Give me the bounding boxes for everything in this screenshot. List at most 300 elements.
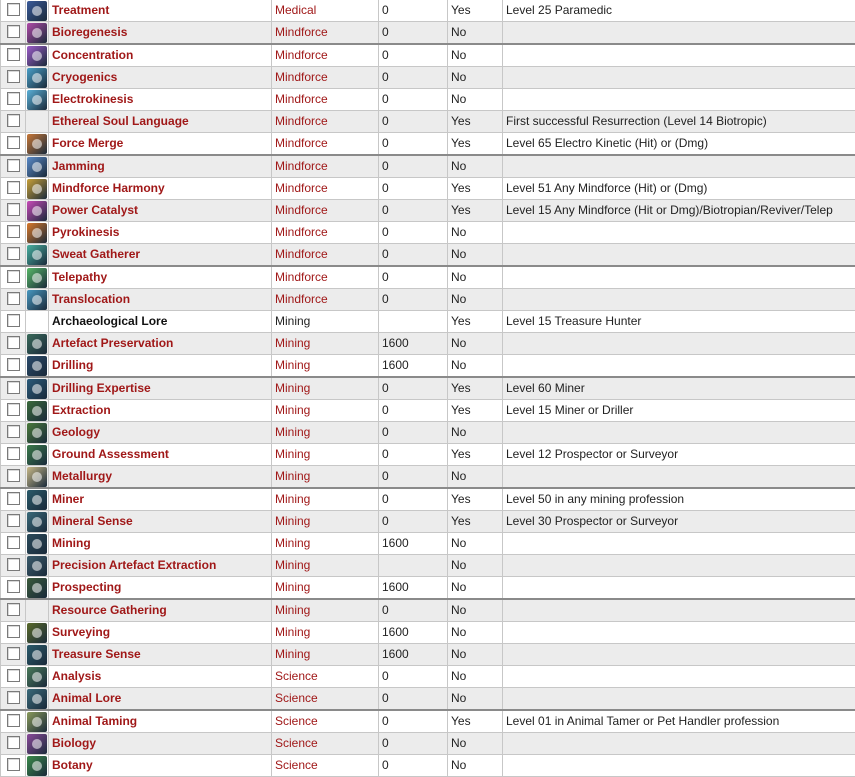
skill-name-cell[interactable] bbox=[49, 22, 272, 45]
select-checkbox[interactable] bbox=[7, 736, 20, 749]
select-cell bbox=[1, 244, 26, 267]
transferable-cell bbox=[448, 599, 503, 622]
mining-precision-extraction-icon bbox=[27, 556, 47, 576]
skill-points: 0 bbox=[382, 159, 389, 173]
requirement-cell bbox=[503, 289, 855, 311]
category-cell bbox=[272, 644, 379, 666]
skill-name-link[interactable]: Force Merge bbox=[52, 136, 123, 150]
select-checkbox[interactable] bbox=[7, 691, 20, 704]
skill-name-cell[interactable] bbox=[49, 89, 272, 111]
skill-name-link[interactable]: Pyrokinesis bbox=[52, 225, 119, 239]
select-checkbox[interactable] bbox=[7, 580, 20, 593]
select-checkbox[interactable] bbox=[7, 758, 20, 771]
points-cell bbox=[379, 377, 448, 400]
skill-row bbox=[1, 444, 855, 466]
skill-category: Mindforce bbox=[275, 292, 328, 306]
skill-name-link[interactable]: Mineral Sense bbox=[52, 514, 133, 528]
skill-transferable: Yes bbox=[451, 381, 471, 395]
skill-name-cell[interactable] bbox=[49, 710, 272, 733]
mindforce-power-catalyst-icon bbox=[27, 201, 47, 221]
skill-name-link[interactable]: Ethereal Soul Language bbox=[52, 114, 189, 128]
requirement-cell bbox=[503, 333, 855, 355]
skill-category: Mining bbox=[275, 358, 310, 372]
select-checkbox[interactable] bbox=[7, 714, 20, 727]
select-cell bbox=[1, 44, 26, 67]
skill-name-cell[interactable] bbox=[49, 200, 272, 222]
select-cell bbox=[1, 67, 26, 89]
skill-name-link[interactable]: Mindforce Harmony bbox=[52, 181, 165, 195]
skill-points: 0 bbox=[382, 247, 389, 261]
skill-row bbox=[1, 422, 855, 444]
select-cell bbox=[1, 599, 26, 622]
skill-category: Mindforce bbox=[275, 270, 328, 284]
select-checkbox[interactable] bbox=[7, 48, 20, 61]
select-checkbox[interactable] bbox=[7, 358, 20, 371]
skill-name-cell[interactable] bbox=[49, 444, 272, 466]
requirement-cell bbox=[503, 444, 855, 466]
select-checkbox[interactable] bbox=[7, 314, 20, 327]
mining-drilling-expertise-icon bbox=[27, 379, 47, 399]
skill-category: Mining bbox=[275, 514, 310, 528]
points-cell bbox=[379, 422, 448, 444]
skill-name-cell[interactable] bbox=[49, 222, 272, 244]
points-cell bbox=[379, 22, 448, 45]
skill-transferable: No bbox=[451, 358, 466, 372]
icon-cell bbox=[26, 511, 49, 533]
skill-name-cell[interactable] bbox=[49, 178, 272, 200]
select-checkbox[interactable] bbox=[7, 514, 20, 527]
skill-name-link[interactable]: Surveying bbox=[52, 625, 110, 639]
select-checkbox[interactable] bbox=[7, 203, 20, 216]
icon-cell bbox=[26, 533, 49, 555]
skill-row bbox=[1, 111, 855, 133]
category-cell bbox=[272, 178, 379, 200]
select-checkbox[interactable] bbox=[7, 469, 20, 482]
select-checkbox[interactable] bbox=[7, 558, 20, 571]
requirement-cell bbox=[503, 422, 855, 444]
transferable-cell bbox=[448, 733, 503, 755]
skill-points: 0 bbox=[382, 425, 389, 439]
select-cell bbox=[1, 444, 26, 466]
category-cell bbox=[272, 488, 379, 511]
transferable-cell bbox=[448, 222, 503, 244]
requirement-cell bbox=[503, 222, 855, 244]
icon-cell bbox=[26, 555, 49, 577]
skill-name-cell[interactable] bbox=[49, 533, 272, 555]
skill-name-cell[interactable] bbox=[49, 488, 272, 511]
skill-name-cell[interactable] bbox=[49, 289, 272, 311]
skill-row bbox=[1, 622, 855, 644]
skill-transferable: No bbox=[451, 625, 466, 639]
mining-mining-icon bbox=[27, 534, 47, 554]
points-cell bbox=[379, 289, 448, 311]
points-cell bbox=[379, 355, 448, 378]
points-cell bbox=[379, 555, 448, 577]
skill-name-link[interactable]: Biology bbox=[52, 736, 96, 750]
select-checkbox[interactable] bbox=[7, 114, 20, 127]
skill-requirement: Level 12 Prospector or Surveyor bbox=[506, 447, 678, 461]
requirement-cell bbox=[503, 622, 855, 644]
icon-cell bbox=[26, 666, 49, 688]
skill-name-cell[interactable] bbox=[49, 599, 272, 622]
skill-name-link[interactable]: Prospecting bbox=[52, 580, 121, 594]
skill-row bbox=[1, 755, 855, 777]
skill-row bbox=[1, 688, 855, 711]
select-checkbox[interactable] bbox=[7, 536, 20, 549]
skill-requirement: Level 15 Miner or Driller bbox=[506, 403, 633, 417]
transferable-cell bbox=[448, 422, 503, 444]
icon-cell bbox=[26, 599, 49, 622]
skill-row bbox=[1, 488, 855, 511]
skill-name-link[interactable]: Treasure Sense bbox=[52, 647, 141, 661]
skill-points: 1600 bbox=[382, 647, 409, 661]
skill-name-cell[interactable] bbox=[49, 44, 272, 67]
skill-name-link[interactable]: Extraction bbox=[52, 403, 111, 417]
select-checkbox[interactable] bbox=[7, 181, 20, 194]
skill-name-cell[interactable] bbox=[49, 644, 272, 666]
select-cell bbox=[1, 266, 26, 289]
select-checkbox[interactable] bbox=[7, 336, 20, 349]
mindforce-harmony-icon bbox=[27, 179, 47, 199]
icon-cell bbox=[26, 89, 49, 111]
select-checkbox[interactable] bbox=[7, 647, 20, 660]
skill-category: Mining bbox=[275, 425, 310, 439]
skill-points: 0 bbox=[382, 270, 389, 284]
skill-name-link[interactable]: Analysis bbox=[52, 669, 101, 683]
category-cell bbox=[272, 333, 379, 355]
select-cell bbox=[1, 666, 26, 688]
category-cell bbox=[272, 355, 379, 378]
icon-cell bbox=[26, 644, 49, 666]
icon-cell bbox=[26, 488, 49, 511]
skill-name-cell[interactable] bbox=[49, 244, 272, 267]
select-checkbox[interactable] bbox=[7, 669, 20, 682]
skill-row bbox=[1, 244, 855, 267]
skill-points: 0 bbox=[382, 70, 389, 84]
skill-category: Science bbox=[275, 736, 318, 750]
skill-transferable: No bbox=[451, 25, 466, 39]
transferable-cell bbox=[448, 644, 503, 666]
skill-name-link[interactable]: Botany bbox=[52, 758, 93, 772]
select-cell bbox=[1, 555, 26, 577]
select-cell bbox=[1, 222, 26, 244]
skill-name-cell[interactable] bbox=[49, 622, 272, 644]
skill-row bbox=[1, 333, 855, 355]
category-cell bbox=[272, 511, 379, 533]
skill-name-link[interactable]: Animal Taming bbox=[52, 714, 137, 728]
skill-category: Mining bbox=[275, 536, 310, 550]
select-cell bbox=[1, 466, 26, 489]
skill-category: Mining bbox=[275, 603, 310, 617]
skill-name-link[interactable]: Translocation bbox=[52, 292, 130, 306]
skill-row bbox=[1, 67, 855, 89]
select-cell bbox=[1, 133, 26, 156]
skill-transferable: No bbox=[451, 536, 466, 550]
select-checkbox[interactable] bbox=[7, 70, 20, 83]
requirement-cell bbox=[503, 599, 855, 622]
select-checkbox[interactable] bbox=[7, 25, 20, 38]
select-checkbox[interactable] bbox=[7, 603, 20, 616]
select-cell bbox=[1, 178, 26, 200]
select-cell bbox=[1, 577, 26, 600]
skill-points: 0 bbox=[382, 381, 389, 395]
requirement-cell bbox=[503, 533, 855, 555]
skill-transferable: Yes bbox=[451, 403, 471, 417]
skill-name-cell[interactable] bbox=[49, 111, 272, 133]
select-checkbox[interactable] bbox=[7, 92, 20, 105]
icon-cell bbox=[26, 688, 49, 711]
select-checkbox[interactable] bbox=[7, 159, 20, 172]
select-checkbox[interactable] bbox=[7, 225, 20, 238]
transferable-cell bbox=[448, 444, 503, 466]
skill-points: 0 bbox=[382, 48, 389, 62]
skill-name-link[interactable]: Cryogenics bbox=[52, 70, 117, 84]
select-cell bbox=[1, 400, 26, 422]
skill-requirement: Level 65 Electro Kinetic (Hit) or (Dmg) bbox=[506, 136, 708, 150]
skill-name-link[interactable]: Artefact Preservation bbox=[52, 336, 173, 350]
mindforce-bioregenesis-icon bbox=[27, 23, 47, 43]
select-checkbox[interactable] bbox=[7, 3, 20, 16]
mining-extraction-icon bbox=[27, 401, 47, 421]
skill-requirement: First successful Resurrection (Level 14 Biotropic) bbox=[506, 114, 767, 128]
skill-name-cell[interactable] bbox=[49, 333, 272, 355]
points-cell bbox=[379, 733, 448, 755]
select-cell bbox=[1, 644, 26, 666]
skill-transferable: Yes bbox=[451, 136, 471, 150]
skill-points: 0 bbox=[382, 736, 389, 750]
category-cell bbox=[272, 133, 379, 156]
skill-category: Mindforce bbox=[275, 159, 328, 173]
skill-row bbox=[1, 577, 855, 600]
icon-cell bbox=[26, 577, 49, 600]
requirement-cell bbox=[503, 111, 855, 133]
skill-row bbox=[1, 466, 855, 489]
requirement-cell bbox=[503, 755, 855, 777]
skill-name-link[interactable]: Miner bbox=[52, 492, 84, 506]
skill-transferable: No bbox=[451, 70, 466, 84]
skill-row bbox=[1, 533, 855, 555]
skill-name-link[interactable]: Ground Assessment bbox=[52, 447, 169, 461]
select-checkbox[interactable] bbox=[7, 292, 20, 305]
requirement-cell bbox=[503, 555, 855, 577]
skill-name-cell[interactable] bbox=[49, 355, 272, 378]
select-checkbox[interactable] bbox=[7, 247, 20, 260]
skill-transferable: No bbox=[451, 580, 466, 594]
transferable-cell bbox=[448, 311, 503, 333]
points-cell bbox=[379, 178, 448, 200]
skill-category: Mindforce bbox=[275, 48, 328, 62]
skill-category: Science bbox=[275, 758, 318, 772]
points-cell bbox=[379, 155, 448, 178]
skill-points: 1600 bbox=[382, 358, 409, 372]
skill-category: Mindforce bbox=[275, 181, 328, 195]
skill-name-link[interactable]: Resource Gathering bbox=[52, 603, 167, 617]
skill-row bbox=[1, 666, 855, 688]
skill-name-link[interactable]: Mining bbox=[52, 536, 91, 550]
select-cell bbox=[1, 733, 26, 755]
select-checkbox[interactable] bbox=[7, 425, 20, 438]
skill-name-link[interactable]: Drilling bbox=[52, 358, 93, 372]
points-cell bbox=[379, 333, 448, 355]
skill-name-link[interactable]: Precision Artefact Extraction bbox=[52, 558, 216, 572]
requirement-cell bbox=[503, 400, 855, 422]
skill-category: Mindforce bbox=[275, 225, 328, 239]
transferable-cell bbox=[448, 0, 503, 22]
skill-name-link[interactable]: Telepathy bbox=[52, 270, 107, 284]
skill-row bbox=[1, 400, 855, 422]
skill-name-link[interactable]: Metallurgy bbox=[52, 469, 112, 483]
requirement-cell bbox=[503, 355, 855, 378]
skill-name-cell[interactable] bbox=[49, 67, 272, 89]
skill-name-cell[interactable] bbox=[49, 155, 272, 178]
skill-name-cell[interactable] bbox=[49, 466, 272, 489]
skill-points: 0 bbox=[382, 447, 389, 461]
skill-name-cell[interactable] bbox=[49, 666, 272, 688]
skill-name-link[interactable]: Bioregenesis bbox=[52, 25, 127, 39]
skill-row bbox=[1, 222, 855, 244]
icon-cell bbox=[26, 289, 49, 311]
requirement-cell bbox=[503, 67, 855, 89]
skill-requirement: Level 30 Prospector or Surveyor bbox=[506, 514, 678, 528]
skill-name-cell[interactable] bbox=[49, 688, 272, 711]
category-cell bbox=[272, 466, 379, 489]
points-cell bbox=[379, 466, 448, 489]
skill-name-cell[interactable] bbox=[49, 377, 272, 400]
skills-table-body bbox=[1, 0, 855, 777]
skill-name-link[interactable]: Archaeological Lore bbox=[52, 314, 167, 328]
skill-row bbox=[1, 178, 855, 200]
select-checkbox[interactable] bbox=[7, 403, 20, 416]
requirement-cell bbox=[503, 511, 855, 533]
skill-name-cell[interactable] bbox=[49, 755, 272, 777]
select-checkbox[interactable] bbox=[7, 270, 20, 283]
skill-points: 0 bbox=[382, 3, 389, 17]
skill-category: Mining bbox=[275, 336, 310, 350]
select-checkbox[interactable] bbox=[7, 136, 20, 149]
skill-transferable: No bbox=[451, 469, 466, 483]
skill-points: 1600 bbox=[382, 536, 409, 550]
skill-name-link[interactable]: Jamming bbox=[52, 159, 105, 173]
mindforce-sweat-gatherer-icon bbox=[27, 245, 47, 265]
skill-transferable: Yes bbox=[451, 492, 471, 506]
select-checkbox[interactable] bbox=[7, 447, 20, 460]
skill-name-cell[interactable] bbox=[49, 511, 272, 533]
category-cell bbox=[272, 710, 379, 733]
mining-mineral-sense-icon bbox=[27, 512, 47, 532]
skill-row bbox=[1, 44, 855, 67]
skill-name-cell[interactable] bbox=[49, 133, 272, 156]
select-cell bbox=[1, 622, 26, 644]
icon-cell bbox=[26, 22, 49, 45]
points-cell bbox=[379, 44, 448, 67]
select-cell bbox=[1, 200, 26, 222]
skill-points: 0 bbox=[382, 114, 389, 128]
skill-transferable: No bbox=[451, 736, 466, 750]
skill-requirement: Level 15 Any Mindforce (Hit or Dmg)/Biotropian/Reviver/Telep bbox=[506, 203, 833, 217]
transferable-cell bbox=[448, 155, 503, 178]
skill-name-cell[interactable] bbox=[49, 266, 272, 289]
skill-row bbox=[1, 22, 855, 45]
requirement-cell bbox=[503, 133, 855, 156]
points-cell bbox=[379, 488, 448, 511]
science-analysis-icon bbox=[27, 667, 47, 687]
skill-name-cell[interactable] bbox=[49, 422, 272, 444]
skill-transferable: Yes bbox=[451, 181, 471, 195]
icon-cell bbox=[26, 377, 49, 400]
skill-category: Mining bbox=[275, 647, 310, 661]
skill-row bbox=[1, 644, 855, 666]
skill-name-link[interactable]: Geology bbox=[52, 425, 100, 439]
mining-drilling-icon bbox=[27, 356, 47, 376]
skill-name-cell[interactable] bbox=[49, 400, 272, 422]
icon-cell bbox=[26, 355, 49, 378]
select-checkbox[interactable] bbox=[7, 625, 20, 638]
skill-name-link[interactable]: Power Catalyst bbox=[52, 203, 138, 217]
skill-transferable: No bbox=[451, 336, 466, 350]
skill-row bbox=[1, 200, 855, 222]
skill-requirement: Level 60 Miner bbox=[506, 381, 585, 395]
skill-transferable: Yes bbox=[451, 447, 471, 461]
skill-name-cell[interactable] bbox=[49, 0, 272, 22]
mindforce-electrokinesis-icon bbox=[27, 90, 47, 110]
skill-name-link[interactable]: Drilling Expertise bbox=[52, 381, 151, 395]
skill-name-link[interactable]: Sweat Gatherer bbox=[52, 247, 140, 261]
requirement-cell bbox=[503, 577, 855, 600]
requirement-cell bbox=[503, 644, 855, 666]
skill-name-cell[interactable] bbox=[49, 577, 272, 600]
icon-cell bbox=[26, 333, 49, 355]
category-cell bbox=[272, 200, 379, 222]
category-cell bbox=[272, 67, 379, 89]
icon-cell bbox=[26, 222, 49, 244]
transferable-cell bbox=[448, 511, 503, 533]
category-cell bbox=[272, 666, 379, 688]
science-animal-lore-icon bbox=[27, 689, 47, 709]
skill-points: 0 bbox=[382, 25, 389, 39]
select-checkbox[interactable] bbox=[7, 492, 20, 505]
icon-cell bbox=[26, 311, 49, 333]
skill-name-link[interactable]: Animal Lore bbox=[52, 691, 121, 705]
select-checkbox[interactable] bbox=[7, 381, 20, 394]
skill-name-link[interactable]: Electrokinesis bbox=[52, 92, 133, 106]
points-cell bbox=[379, 710, 448, 733]
skill-row bbox=[1, 377, 855, 400]
science-biology-icon bbox=[27, 734, 47, 754]
transferable-cell bbox=[448, 755, 503, 777]
category-cell bbox=[272, 89, 379, 111]
select-cell bbox=[1, 289, 26, 311]
mindforce-telepathy-icon bbox=[27, 268, 47, 288]
skill-transferable: No bbox=[451, 647, 466, 661]
skill-transferable: Yes bbox=[451, 714, 471, 728]
category-cell bbox=[272, 289, 379, 311]
skill-requirement: Level 25 Paramedic bbox=[506, 3, 612, 17]
select-cell bbox=[1, 755, 26, 777]
skill-name-cell[interactable] bbox=[49, 733, 272, 755]
transferable-cell bbox=[448, 22, 503, 45]
category-cell bbox=[272, 733, 379, 755]
skill-name-link[interactable]: Concentration bbox=[52, 48, 133, 62]
points-cell bbox=[379, 533, 448, 555]
requirement-cell bbox=[503, 0, 855, 22]
skill-name-cell[interactable] bbox=[49, 311, 272, 333]
mining-prospecting-icon bbox=[27, 578, 47, 598]
category-cell bbox=[272, 377, 379, 400]
skill-name-cell[interactable] bbox=[49, 555, 272, 577]
skill-points: 0 bbox=[382, 181, 389, 195]
select-cell bbox=[1, 311, 26, 333]
skill-name-link[interactable]: Treatment bbox=[52, 3, 109, 17]
